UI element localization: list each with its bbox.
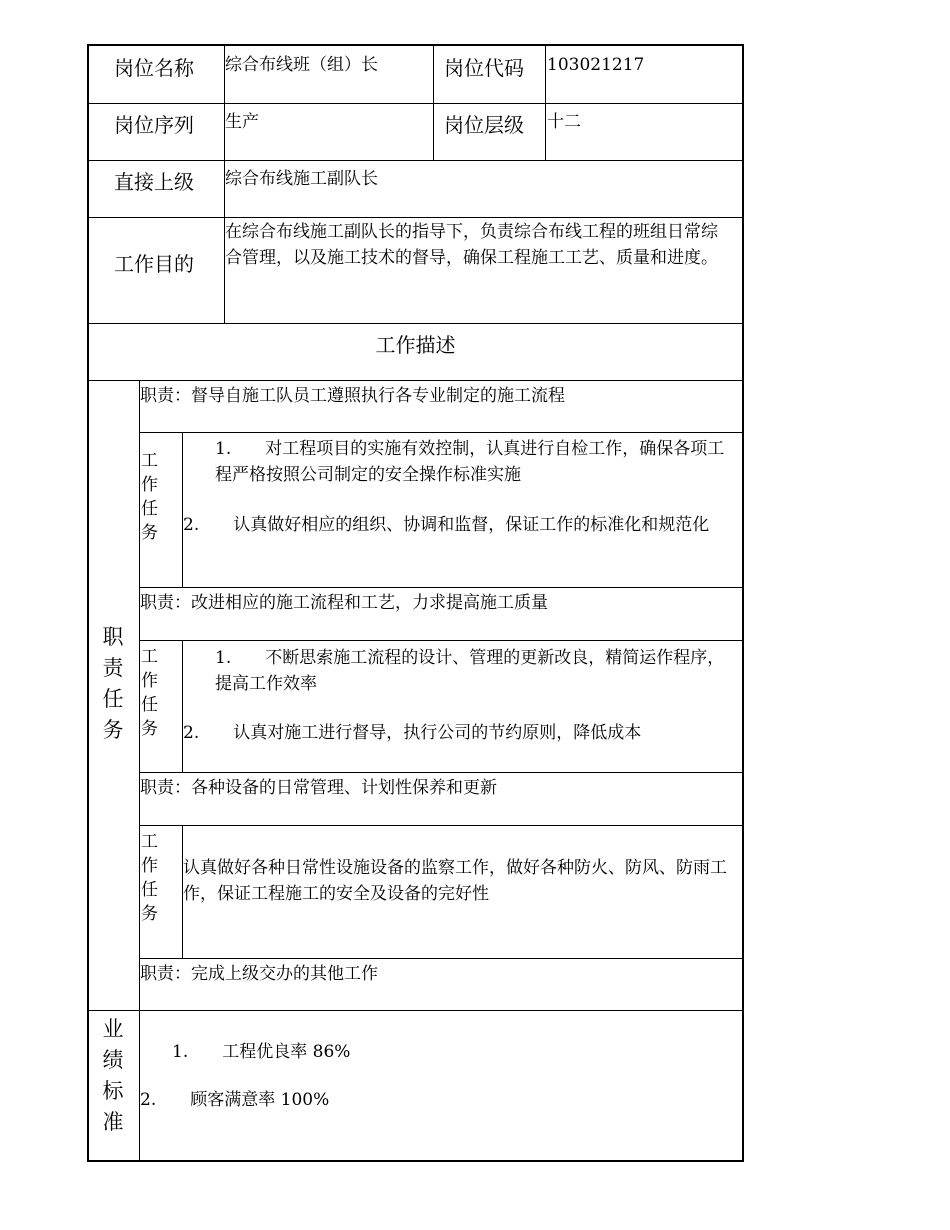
description-title: 工作描述: [375, 333, 456, 357]
col-divider: [182, 432, 183, 588]
superior-label: 直接上级: [114, 170, 194, 194]
position-name-label: 岗位名称: [114, 56, 194, 80]
col-divider: [545, 44, 546, 161]
position-code-value: 103021217: [547, 55, 645, 75]
duty-1: 职责：督导自施工队员工遵照执行各专业制定的施工流程: [140, 386, 565, 406]
task-label: 工作任务: [141, 451, 158, 543]
position-code-label: 岗位代码: [444, 56, 524, 80]
position-name-value: 综合布线班（组）长: [225, 55, 378, 75]
col-divider: [182, 640, 183, 773]
task-label: 工作任务: [141, 647, 158, 739]
performance-label: 业绩标准: [102, 1017, 124, 1134]
purpose-value: 在综合布线施工副队长的指导下，负责综合布线工程的班组日常综合管理，以及施工技术的督导，确保工程施工工艺、质量和进度。: [225, 222, 718, 268]
position-series-label: 岗位序列: [114, 113, 194, 137]
row-divider: [139, 587, 744, 588]
table-border-bottom: [87, 1160, 744, 1162]
col-divider: [139, 380, 140, 1161]
row-divider: [87, 217, 744, 218]
position-level-value: 十二: [547, 112, 581, 132]
duty-3-task-1: 认真做好各种日常性设施设备的监察工作，做好各种防火、防风、防雨工作，保证工程施工的安全及设备的完好性: [183, 858, 727, 904]
position-level-label: 岗位层级: [444, 113, 524, 137]
row-divider: [87, 160, 744, 161]
table-border-right: [742, 44, 744, 1162]
duty-2-task-2: 2. 认真对施工进行督导，执行公司的节约原则，降低成本: [183, 723, 642, 743]
row-divider: [87, 323, 744, 324]
position-series-value: 生产: [225, 112, 259, 132]
table-border-top: [87, 44, 744, 46]
purpose-label: 工作目的: [114, 252, 194, 276]
row-divider: [87, 103, 744, 104]
row-divider: [139, 640, 744, 641]
row-divider: [139, 432, 744, 433]
duty-3: 职责：各种设备的日常管理、计划性保养和更新: [140, 778, 497, 798]
row-divider: [87, 1010, 744, 1011]
row-divider: [87, 380, 744, 381]
duty-1-task-2: 2. 认真做好相应的组织、协调和监督，保证工作的标准化和规范化: [183, 515, 710, 535]
row-divider: [139, 958, 744, 959]
duty-2-task-1: 1. 不断思索施工流程的设计、管理的更新改良，精简运作程序，提高工作效率: [215, 648, 725, 694]
performance-item-1: 1. 工程优良率 86%: [172, 1042, 351, 1062]
superior-value: 综合布线施工副队长: [225, 169, 378, 189]
duties-label: 职责任务: [102, 625, 124, 742]
duty-4: 职责：完成上级交办的其他工作: [140, 964, 378, 984]
col-divider: [433, 44, 434, 161]
performance-item-2: 2. 顾客满意率 100%: [140, 1090, 330, 1110]
duty-2: 职责：改进相应的施工流程和工艺，力求提高施工质量: [140, 593, 548, 613]
duty-1-task-1: 1. 对工程项目的实施有效控制，认真进行自检工作，确保各项工程严格按照公司制定的安全操作标准实施: [215, 439, 725, 485]
row-divider: [139, 772, 744, 773]
table-border-left: [87, 44, 89, 1162]
task-label: 工作任务: [141, 832, 158, 924]
row-divider: [139, 825, 744, 826]
